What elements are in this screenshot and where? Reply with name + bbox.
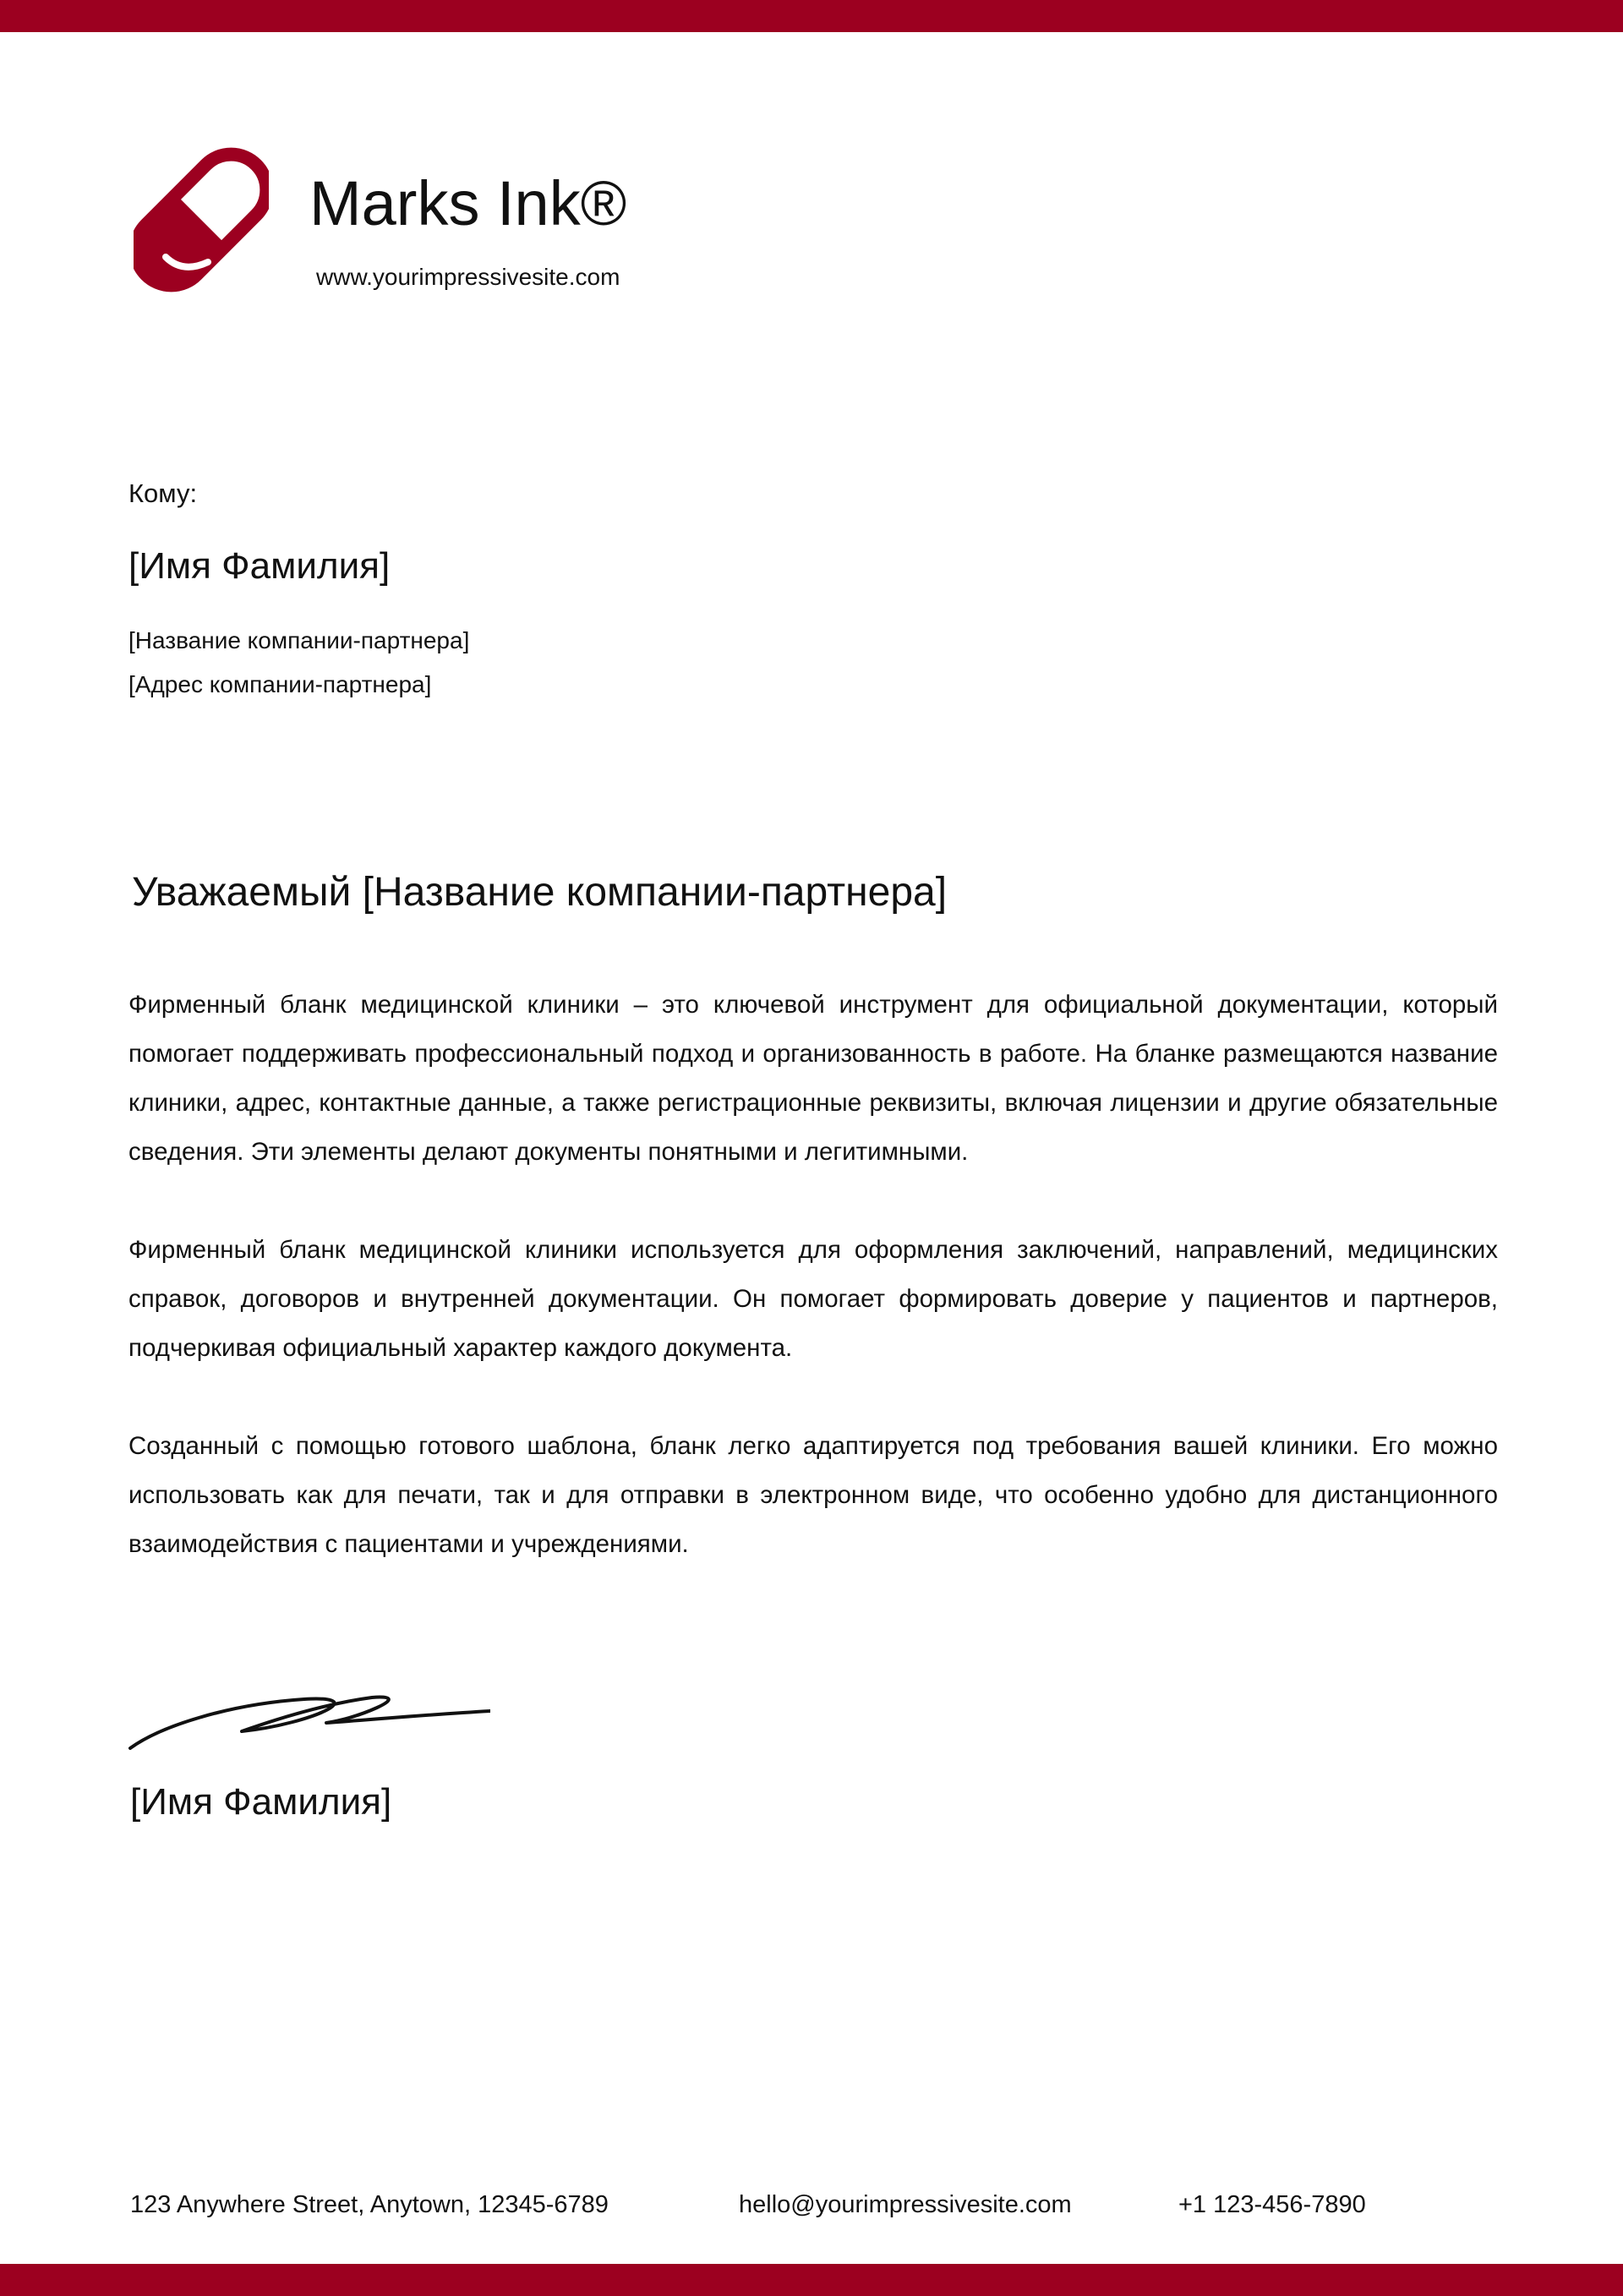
paragraph-3: Созданный с помощью готового шаблона, бланк легко адаптируется под требования вашей клиники. Его можно использовать как для печати, так и для отправки в электронном виде, что особенно удобно для дистанционного взаимодействия с пациентами и учреждениями. (128, 1432, 1498, 1558)
recipient-name: [Имя Фамилия] (128, 545, 391, 587)
paragraph-1: Фирменный бланк медицинской клиники – это ключевой инструмент для официальной документации, который помогает поддерживать профессиональный подход и организованность в работе. На бланке размещаются название клиники, адрес, контактные данные, а также регистрационные реквизиты, включая лицензии и другие обязательные сведения. Эти элементы делают документы понятными и легитимными. (128, 991, 1498, 1166)
signer-name: [Имя Фамилия] (130, 1781, 392, 1823)
footer-phone[interactable]: +1 123-456-7890 (1178, 2191, 1366, 2218)
salutation: Уважаемый [Название компании-партнера] (132, 870, 948, 915)
to-label: Кому: (128, 478, 198, 508)
handwritten-signature (127, 1684, 490, 1752)
top-accent-bar (0, 0, 1623, 32)
recipient-company: [Название компании-партнера] (128, 627, 470, 653)
letter-body (128, 981, 1498, 1618)
footer-address: 123 Anywhere Street, Anytown, 12345-6789 (130, 2191, 609, 2218)
brand-name: Marks Ink® (309, 168, 627, 238)
recipient-address: [Адрес компании-партнера] (128, 671, 432, 697)
brand-website[interactable]: www.yourimpressivesite.com (316, 264, 620, 290)
paragraph-2: Фирменный бланк медицинской клиники используется для оформления заключений, направлений, медицинских справок, договоров и внутренней документации. Он помогает формировать доверие у пациентов и партнеров, подчеркивая официальный характер каждого документа. (128, 1236, 1498, 1362)
bottom-accent-bar (0, 2264, 1623, 2296)
footer-email[interactable]: hello@yourimpressivesite.com (739, 2191, 1072, 2218)
capsule-pill-icon (134, 145, 269, 294)
